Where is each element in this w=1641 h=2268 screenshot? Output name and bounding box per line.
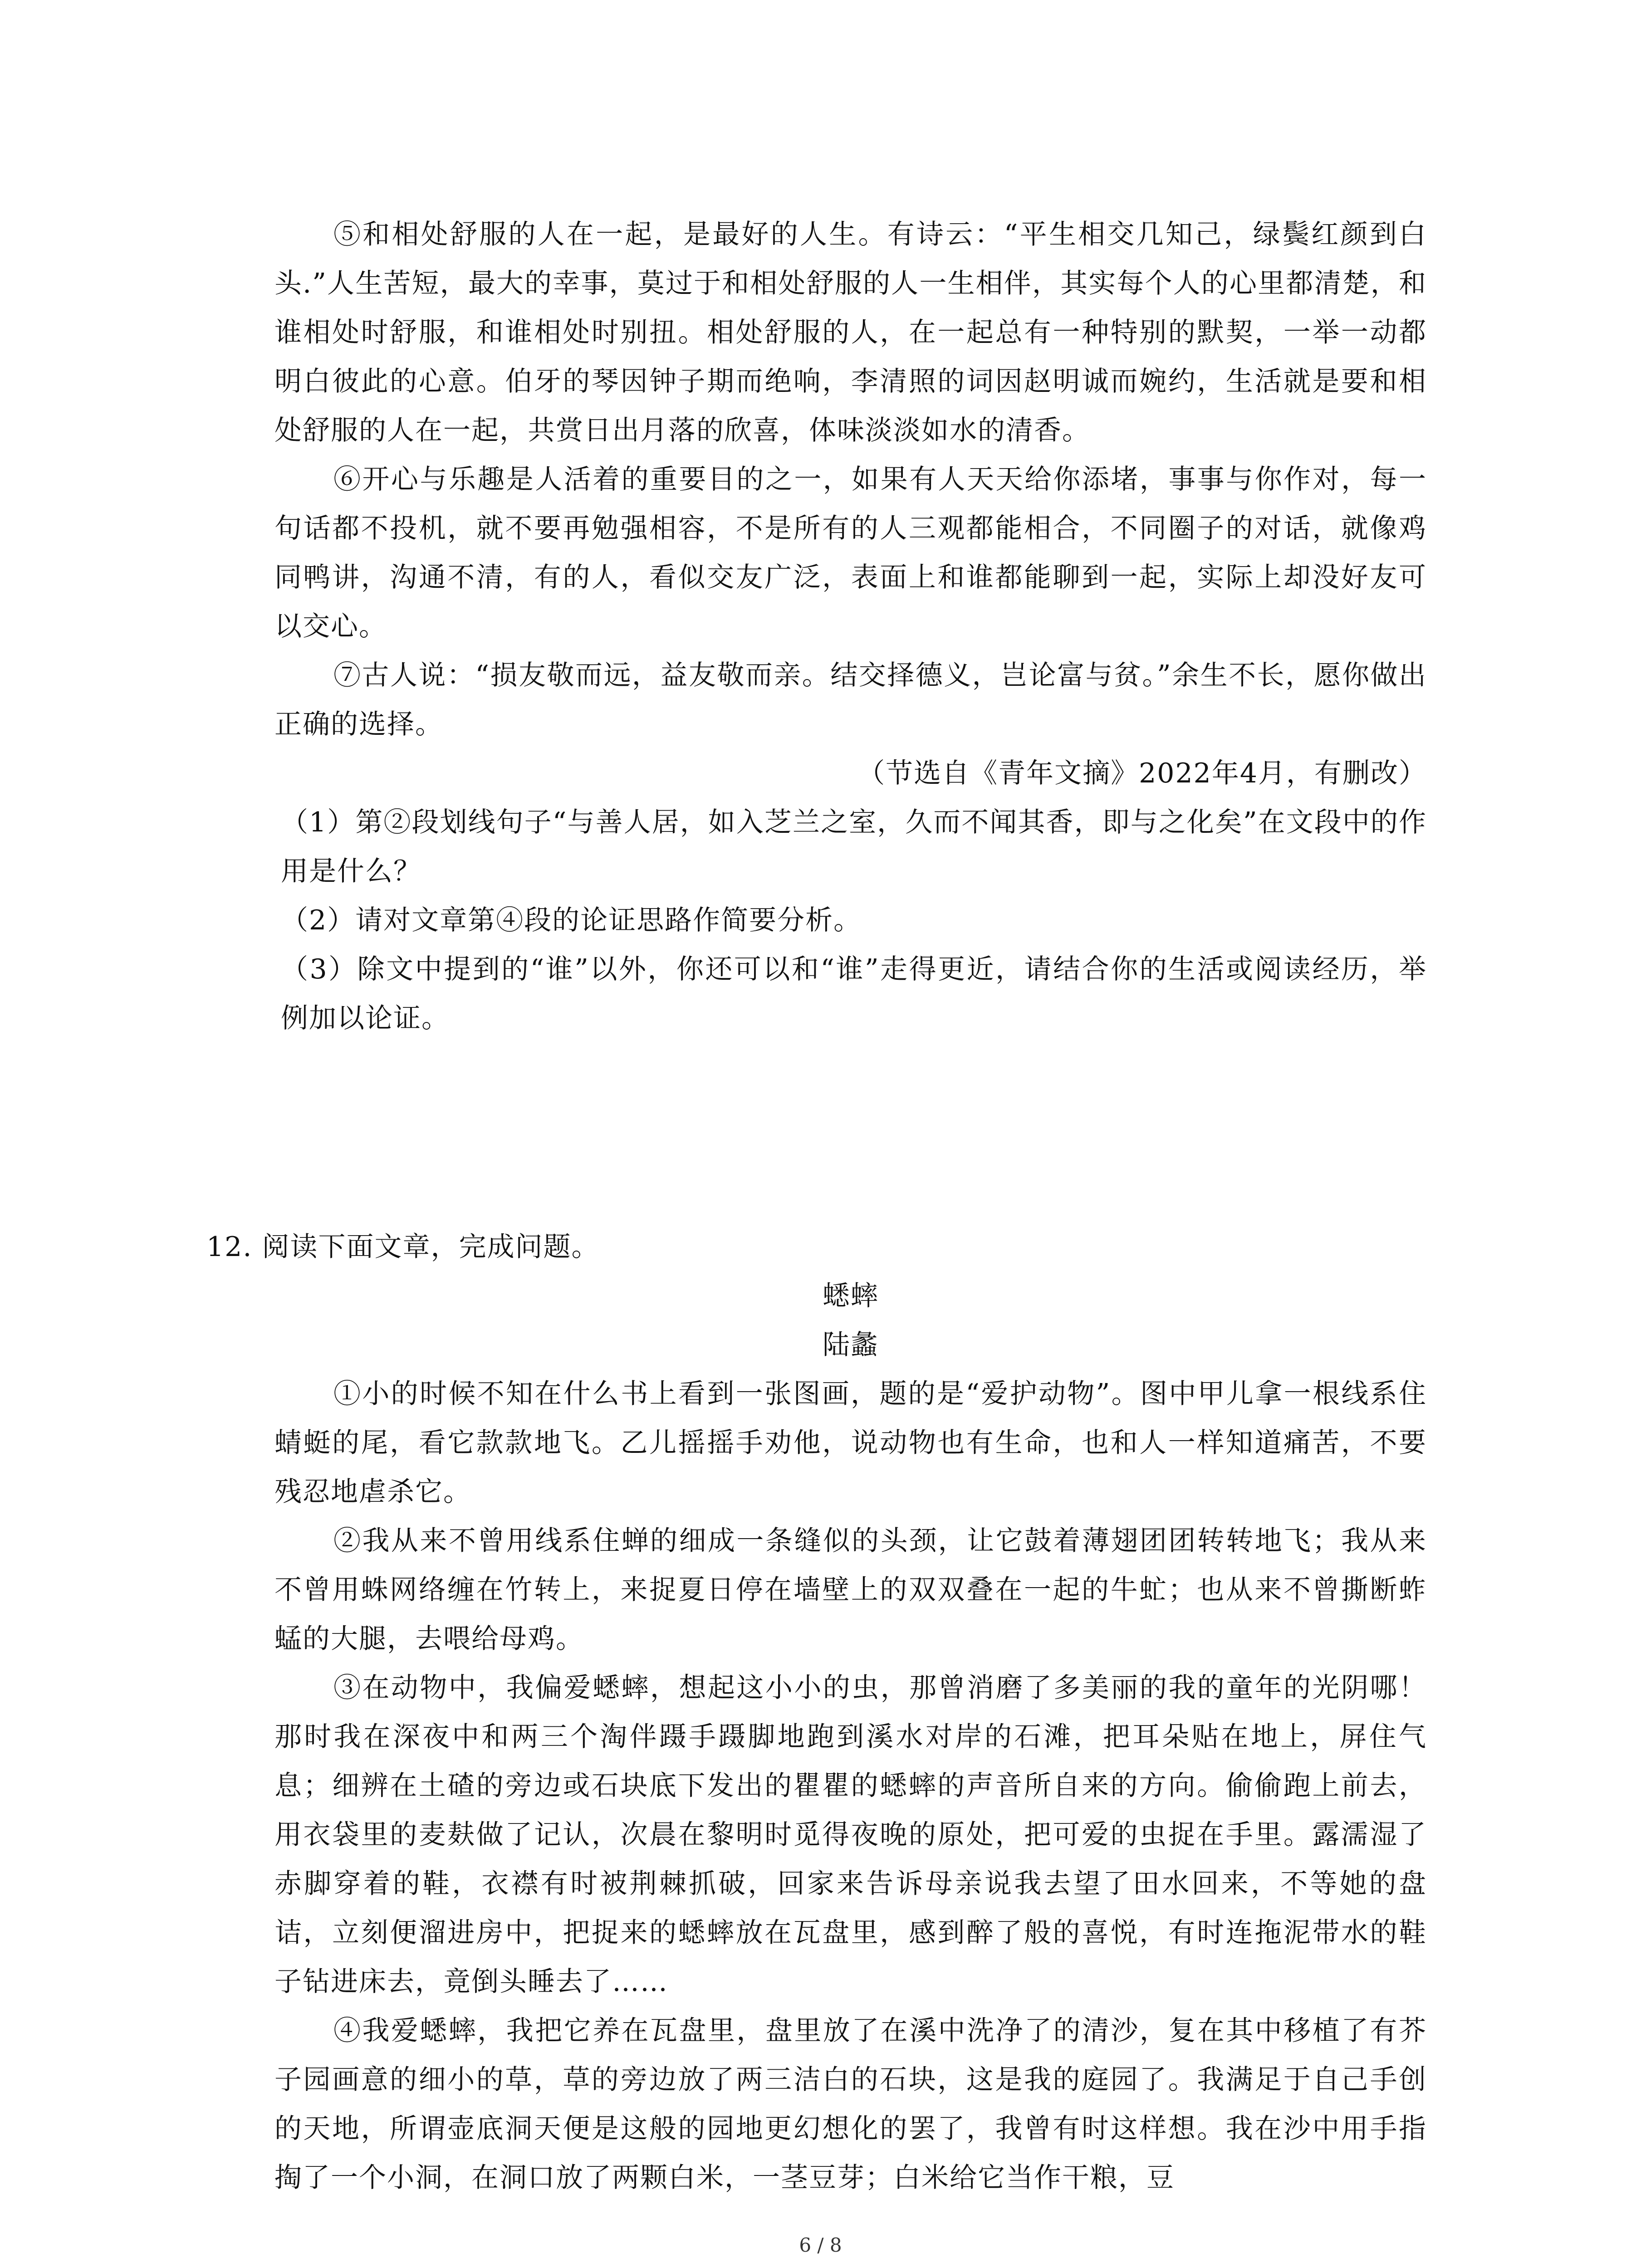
essay-continuation — [274, 210, 1427, 1043]
sub-question-3: （3）除文中提到的“谁”以外，你还可以和“谁”走得更近，请结合你的生活或阅读经历，举例加以论证。 — [281, 953, 1427, 1034]
article-paragraph-4: ④我爱蟋蟀，我把它养在瓦盘里，盘里放了在溪中洗净了的清沙，复在其中移植了有芥子园画意的细小的草，草的旁边放了两三洁白的石块，这是我的庭园了。我满足于自己手创的天地，所谓壶底洞天便是这般的园地更幻想化的罢了，我曾有时这样想。我在沙中用手指掏了一个小洞，在洞口放了两颗白米，一茎豆芽；白米给它当作干粮，豆 — [274, 2015, 1427, 2194]
page-number: 6 / 8 — [799, 2234, 842, 2256]
paragraph-7: ⑦古人说：“损友敬而远，益友敬而亲。结交择德义，岂论富与贫。”余生不长，愿你做出正确的选择。 — [274, 660, 1427, 740]
article-paragraph-2: ②我从来不曾用线系住蝉的细成一条缝似的头颈，让它鼓着薄翅团团转转地飞；我从来不曾用蛛网络缠在竹转上，来捉夏日停在墙壁上的双双叠在一起的牛虻；也从来不曾撕断蚱蜢的大腿，去喂给母鸡。 — [274, 1525, 1427, 1655]
sub-question-2: （2）请对文章第④段的论证思路作简要分析。 — [281, 904, 862, 936]
source-citation: （节选自《青年文摘》2022年4月，有删改） — [857, 758, 1427, 789]
article-paragraph-3: ③在动物中，我偏爱蟋蟀，想起这小小的虫，那曾消磨了多美丽的我的童年的光阴哪！那时我在深夜中和两三个淘伴蹑手蹑脚地跑到溪水对岸的石滩，把耳朵贴在地上，屏住气息；细辨在土碴的旁边或石块底下发出的瞿瞿的蟋蟀的声音所自来的方向。偷偷跑上前去，用衣袋里的麦麸做了记认，次晨在黎明时觅得夜晚的原处，把可爱的虫捉在手里。露濡湿了赤脚穿着的鞋，衣襟有时被荆棘抓破，回家来告诉母亲说我去望了田水回来，不等她的盘诘，立刻便溜进房中，把捉来的蟋蟀放在瓦盘里，感到醉了般的喜悦，有时连拖泥带水的鞋子钻进床去，竟倒头睡去了…… — [274, 1672, 1427, 1998]
article-paragraph-1: ①小的时候不知在什么书上看到一张图画，题的是“爱护动物”。图中甲儿拿一根线系住蜻蜓的尾，看它款款地飞。乙儿摇摇手劝他，说动物也有生命，也和人一样知道痛苦，不要残忍地虐杀它。 — [274, 1378, 1427, 1508]
article-title: 蟋蟀 — [823, 1280, 879, 1312]
question-12-header: 12. 阅读下面文章，完成问题。 — [206, 1231, 600, 1263]
paragraph-5: ⑤和相处舒服的人在一起，是最好的人生。有诗云：“平生相交几知己，绿鬓红颜到白头.”人生苦短，最大的幸事，莫过于和相处舒服的人一生相伴，其实每个人的心里都清楚，和谁相处时舒服，和谁相处时别扭。相处舒服的人，在一起总有一种特别的默契，一举一动都明白彼此的心意。伯牙的琴因钟子期而绝响，李清照的词因赵明诚而婉约，生活就是要和相处舒服的人在一起，共赏日出月落的欣喜，体味淡淡如水的清香。 — [274, 219, 1427, 446]
paragraph-6: ⑥开心与乐趣是人活着的重要目的之一，如果有人天天给你添堵，事事与你作对，每一句话都不投机，就不要再勉强相容，不是所有的人三观都能相合，不同圈子的对话，就像鸡同鸭讲，沟通不清，有的人，看似交友广泛，表面上和谁都能聊到一起，实际上却没好友可以交心。 — [274, 464, 1427, 642]
sub-question-1: （1）第②段划线句子“与善人居，如入芝兰之室，久而不闻其香，即与之化矣”在文段中的作用是什么？ — [281, 807, 1427, 887]
article-author: 陆蠡 — [823, 1329, 879, 1361]
question-12-block — [206, 1222, 1427, 2202]
